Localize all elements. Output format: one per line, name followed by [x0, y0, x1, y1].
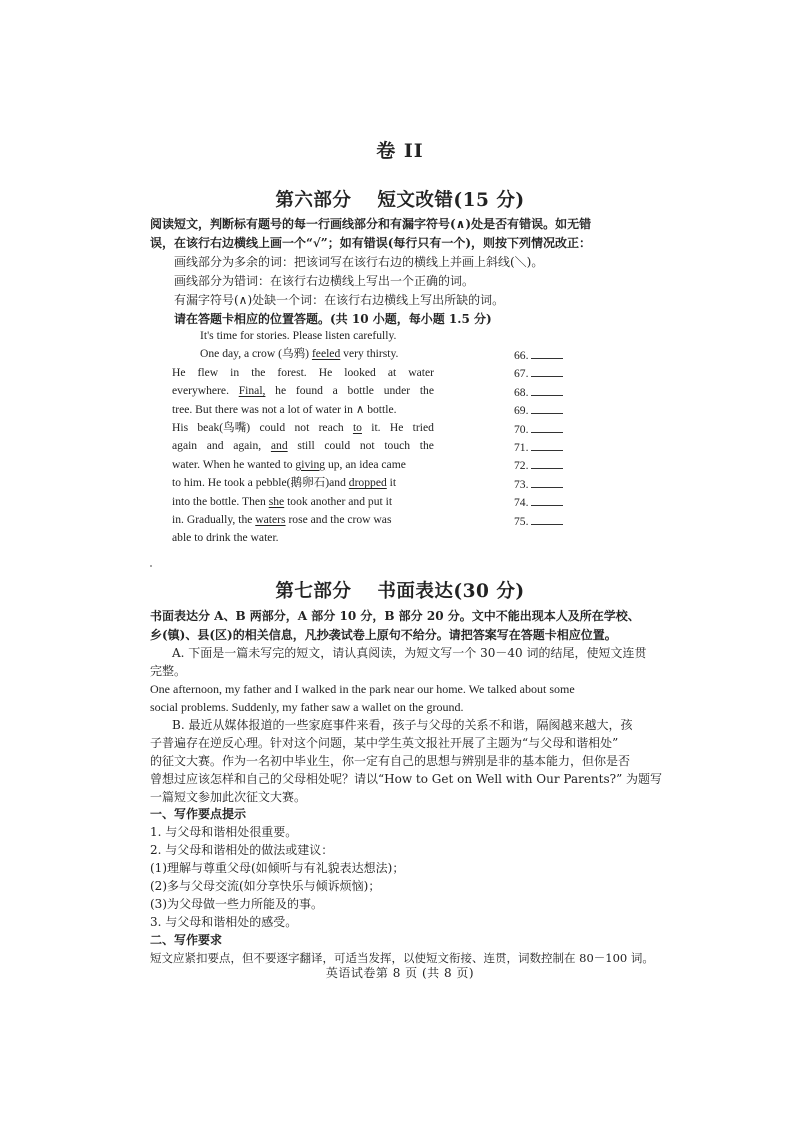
answer-number: 67.: [514, 367, 529, 381]
part7-b-line-4: 曾想过应该怎样和自己的父母相处呢？请以“How to Get on Well with Our Parents?” 为题写: [150, 772, 663, 786]
underlined-error-word: dropped: [348, 476, 387, 490]
part6-instruction-3: 画线部分为多余的词：把该词写在该行右边的横线上并画上斜线(＼)。: [174, 255, 544, 269]
passage-word: the: [419, 384, 434, 398]
part7-title-name: 书面表达(30 分): [377, 581, 525, 602]
passage-word: not: [294, 420, 310, 434]
part7-title-part: 第七部分: [275, 581, 352, 602]
part7-b-line-2: 子普遍存在逆反心理。针对这个问题，某中学生英文报社开展了主题为“与父母和谐相处”: [150, 736, 619, 750]
answer-line: [514, 401, 584, 419]
passage-word: beak(鸟嘴): [197, 420, 251, 434]
passage-word: He: [318, 365, 333, 379]
passage-word: under: [383, 384, 411, 398]
passage-word: he: [275, 384, 287, 398]
passage-line: [172, 437, 434, 455]
answer-blank[interactable]: [531, 401, 563, 414]
passage-text: in. Gradually, the: [172, 512, 256, 526]
passage-word: water: [408, 365, 434, 379]
passage-word: and: [270, 439, 288, 453]
passage-word: it.: [371, 420, 381, 434]
passage-text: rose and the crow was: [285, 512, 392, 526]
underlined-error-word: waters: [255, 512, 286, 526]
underlined-error-word: she: [268, 494, 285, 508]
requirements-heading: 二、写作要求: [150, 933, 223, 947]
answer-number: 75.: [514, 514, 529, 528]
answer-number: 73.: [514, 477, 529, 491]
passage-line: [172, 511, 434, 529]
part6-title-part: 第六部分: [275, 190, 352, 211]
part6-instruction-1: 阅读短文，判断标有题号的每一行画线部分和有漏字符号(∧)处是否有错误。如无错: [150, 217, 592, 231]
passage-word: forest.: [277, 365, 307, 379]
point-2: 2. 与父母和谐相处的做法或建议：: [150, 843, 334, 857]
part6-instruction-2: 误，在该行右边横线上画一个“√”；如有错误(每行只有一个)，则按下列情况改正：: [150, 236, 592, 250]
answer-line: [514, 364, 584, 382]
answer-line: [514, 493, 584, 511]
point-3: 3. 与父母和谐相处的感受。: [150, 915, 298, 929]
part7-b-line-3: 的征文大赛。作为一名初中毕业生，你一定有自己的思想与辨别是非的基本能力，但你是否: [150, 754, 631, 768]
answer-blank[interactable]: [531, 346, 563, 359]
passage-line: [172, 382, 434, 400]
passage-text: to him. He took a pebble(鹅卵石)and: [172, 476, 349, 490]
passage-word: again: [172, 439, 198, 453]
passage-text: took another and put it: [284, 494, 393, 508]
passage-word: everywhere.: [172, 384, 229, 398]
passage-word: flew: [197, 365, 219, 379]
part6-note: 请在答题卡相应的位置答题。(共 10 小题，每小题 1.5 分): [174, 312, 492, 326]
answer-line: [514, 456, 584, 474]
passage-word: His: [172, 420, 189, 434]
part7-intro-1: 书面表达分 A、B 两部分，A 部分 10 分，B 部分 20 分。文中不能出现本人及所在学校、: [150, 609, 640, 623]
part6-title: [0, 186, 800, 212]
passage-text: able to drink the water.: [172, 531, 279, 545]
part7-a-line-1: A. 下面是一篇未写完的短文，请认真阅读，为短文写一个 30－40 词的结尾，使短文连贯: [172, 646, 647, 660]
passage-word: not: [359, 439, 375, 453]
points-heading: 一、写作要点提示: [150, 807, 247, 821]
passage-line: [172, 327, 434, 345]
passage-text: into the bottle. Then: [172, 494, 269, 508]
passage-word: the: [419, 439, 434, 453]
passage-line: [172, 419, 434, 437]
passage-text: It's time for stories. Please listen carefully.: [200, 329, 397, 342]
part7-a-line-2: 完整。: [150, 664, 187, 678]
answer-blank[interactable]: [531, 475, 563, 488]
passage-line: [172, 474, 434, 492]
passage-line: [172, 456, 434, 474]
passage-line: [172, 493, 434, 511]
passage-text: it: [386, 476, 397, 490]
answer-blank[interactable]: [531, 493, 563, 506]
part7-b-line-5: 一篇短文参加此次征文大赛。: [150, 790, 307, 804]
passage-word: Final,: [238, 384, 266, 398]
passage-word: found: [295, 384, 323, 398]
passage-word: tried: [412, 420, 434, 434]
part6-instruction-4: 画线部分为错词：在该行右边横线上写出一个正确的词。: [174, 274, 475, 288]
answer-number: 72.: [514, 459, 529, 473]
answer-line: [514, 438, 584, 456]
answer-blank[interactable]: [531, 420, 563, 433]
point-2-1: (1)理解与尊重父母(如倾听与有礼貌表达想法)；: [150, 861, 405, 875]
part6-instruction-5: 有漏字符号(∧)处缺一个词：在该行右边横线上写出所缺的词。: [174, 293, 505, 307]
part6-title-name: 短文改错(15 分): [377, 190, 525, 211]
passage-word: reach: [318, 420, 344, 434]
part7-title: [0, 577, 800, 603]
passage-line: [172, 529, 434, 547]
answer-number: 66.: [514, 349, 529, 362]
scan-speck: [150, 565, 152, 567]
answer-number: 74.: [514, 496, 529, 510]
passage-word: He: [389, 420, 404, 434]
passage-word: to: [352, 420, 362, 434]
passage-word: in: [230, 365, 240, 379]
passage-line: [172, 364, 434, 382]
passage-word: again,: [233, 439, 262, 453]
passage-line: [172, 345, 434, 363]
passage-word: still: [297, 439, 315, 453]
passage-text: water. When he wanted to: [172, 457, 296, 471]
passage-text: tree. But there was not a lot of water in ∧ bottle.: [172, 402, 397, 416]
part7-en-line-2: social problems. Suddenly, my father saw a wallet on the ground.: [150, 700, 464, 714]
passage-text: up, an idea came: [325, 457, 406, 471]
passage: [172, 327, 434, 548]
passage-word: and: [206, 439, 224, 453]
part7-en-line-1: One afternoon, my father and I walked in the park near our home. We talked about some: [150, 682, 575, 696]
passage-word: could: [259, 420, 286, 434]
passage-word: the: [251, 365, 266, 379]
answer-number: 69.: [514, 404, 529, 418]
point-1: 1. 与父母和谐相处很重要。: [150, 825, 298, 839]
answer-blank[interactable]: [531, 364, 563, 377]
answer-line: [514, 383, 584, 401]
point-2-3: (3)为父母做一些力所能及的事。: [150, 897, 323, 911]
answer-blanks: [514, 346, 584, 530]
answer-number: 68.: [514, 385, 529, 399]
part7-b-line-1: B. 最近从媒体报道的一些家庭事件来看，孩子与父母的关系不和谐，隔阂越来越大，孩: [172, 718, 633, 732]
answer-line: [514, 420, 584, 438]
passage-word: looked: [344, 365, 376, 379]
passage-text: One day, a crow (乌鸦): [200, 347, 312, 361]
underlined-error-word: feeled: [311, 347, 341, 361]
passage-word: could: [324, 439, 351, 453]
underlined-error-word: giving: [295, 457, 326, 471]
passage-word: a: [332, 384, 338, 398]
passage-word: touch: [384, 439, 411, 453]
answer-line: [514, 512, 584, 530]
volume-title: 卷 II: [376, 140, 424, 162]
answer-number: 71.: [514, 440, 529, 454]
answer-blank[interactable]: [531, 438, 563, 451]
point-2-2: (2)多与父母交流(如分享快乐与倾诉烦恼)；: [150, 879, 381, 893]
requirements-text: 短文应紧扣要点，但不要逐字翻译，可适当发挥，以使短文衔接、连贯，词数控制在 80－100 词。: [150, 951, 654, 965]
passage-text: very thirsty.: [340, 347, 399, 361]
answer-blank[interactable]: [531, 456, 563, 469]
answer-number: 70.: [514, 422, 529, 436]
answer-blank[interactable]: [531, 383, 563, 396]
passage-word: at: [387, 365, 397, 379]
passage-line: [172, 401, 434, 419]
part7-intro-2: 乡(镇)、县(区)的相关信息，凡抄袭试卷上原句不给分。请把答案写在答题卡相应位置。: [150, 628, 617, 642]
passage-word: He: [172, 365, 186, 379]
passage-word: bottle: [347, 384, 374, 398]
answer-line: [514, 475, 584, 493]
answer-line: [514, 346, 584, 364]
page-footer: 英语试卷第 8 页 (共 8 页): [325, 966, 475, 980]
answer-blank[interactable]: [531, 512, 563, 525]
